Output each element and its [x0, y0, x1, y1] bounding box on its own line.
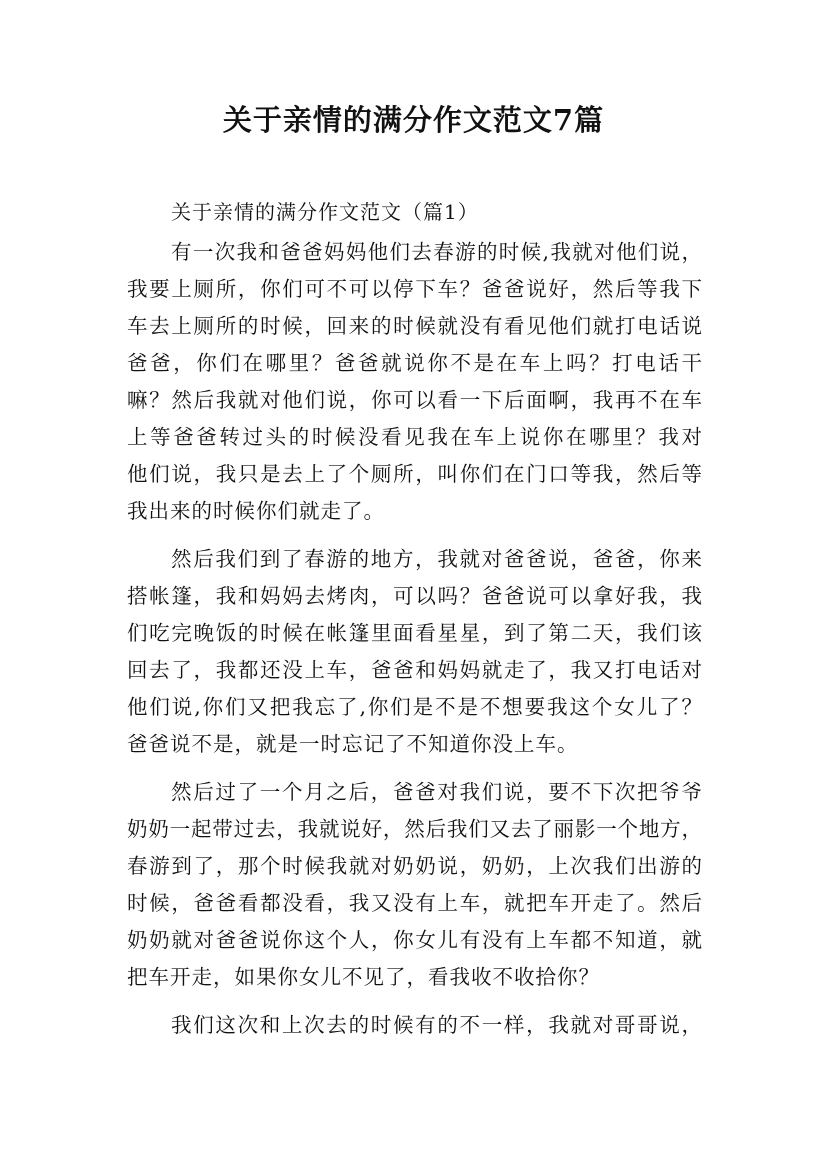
paragraph-line: 时候，爸爸看都没看，我又没有上车，就把车开走了。然后 — [127, 891, 702, 915]
document-title: 关于亲情的满分作文范文7篇 — [222, 103, 605, 137]
paragraph-line: 奶奶就对爸爸说你这个人，你女儿有没有上车都不知道，就 — [127, 928, 702, 952]
paragraph-line: 他们说，我只是去上了个厕所，叫你们在门口等我，然后等 — [127, 462, 702, 486]
paragraph-line: 爸爸，你们在哪里？爸爸就说你不是在车上吗？打电话干 — [127, 351, 702, 375]
paragraph-line: 春游到了，那个时候我就对奶奶说，奶奶，上次我们出游的 — [127, 854, 702, 878]
paragraph-line: 把车开走，如果你女儿不见了，看我收不收拾你？ — [127, 965, 600, 989]
paragraph-line: 搭帐篷，我和妈妈去烤肉，可以吗？爸爸说可以拿好我，我 — [127, 584, 702, 608]
paragraph-line: 我们这次和上次去的时候有的不一样，我就对哥哥说， — [171, 1013, 702, 1037]
paragraph-line: 们吃完晚饭的时候在帐篷里面看星星，到了第二天，我们该 — [127, 621, 702, 645]
paragraph-line: 回去了，我都还没上车，爸爸和妈妈就走了，我又打电话对 — [127, 658, 702, 682]
paragraph-line: 我要上厕所，你们可不可以停下车？爸爸说好，然后等我下 — [127, 277, 702, 301]
paragraph-line: 有一次我和爸爸妈妈他们去春游的时候,我就对他们说， — [171, 240, 702, 264]
paragraph-line: 然后我们到了春游的地方，我就对爸爸说，爸爸，你来 — [171, 547, 702, 571]
paragraph-line: 嘛？然后我就对他们说，你可以看一下后面啊，我再不在车 — [127, 388, 702, 412]
paragraph-line: 他们说,你们又把我忘了,你们是不是不想要我这个女儿了？ — [127, 695, 702, 719]
paragraph-line: 我出来的时候你们就走了。 — [127, 499, 385, 523]
paragraph-line: 上等爸爸转过头的时候没看见我在车上说你在哪里？我对 — [127, 425, 702, 449]
paragraph-line: 奶奶一起带过去，我就说好，然后我们又去了丽影一个地方， — [127, 817, 702, 841]
section-heading: 关于亲情的满分作文范文（篇1） — [171, 200, 479, 224]
paragraph-line: 车去上厕所的时候，回来的时候就没有看见他们就打电话说 — [127, 314, 702, 338]
paragraph-line: 然后过了一个月之后，爸爸对我们说，要不下次把爷爷 — [171, 780, 702, 804]
paragraph-line: 爸爸说不是，就是一时忘记了不知道你没上车。 — [127, 732, 579, 756]
